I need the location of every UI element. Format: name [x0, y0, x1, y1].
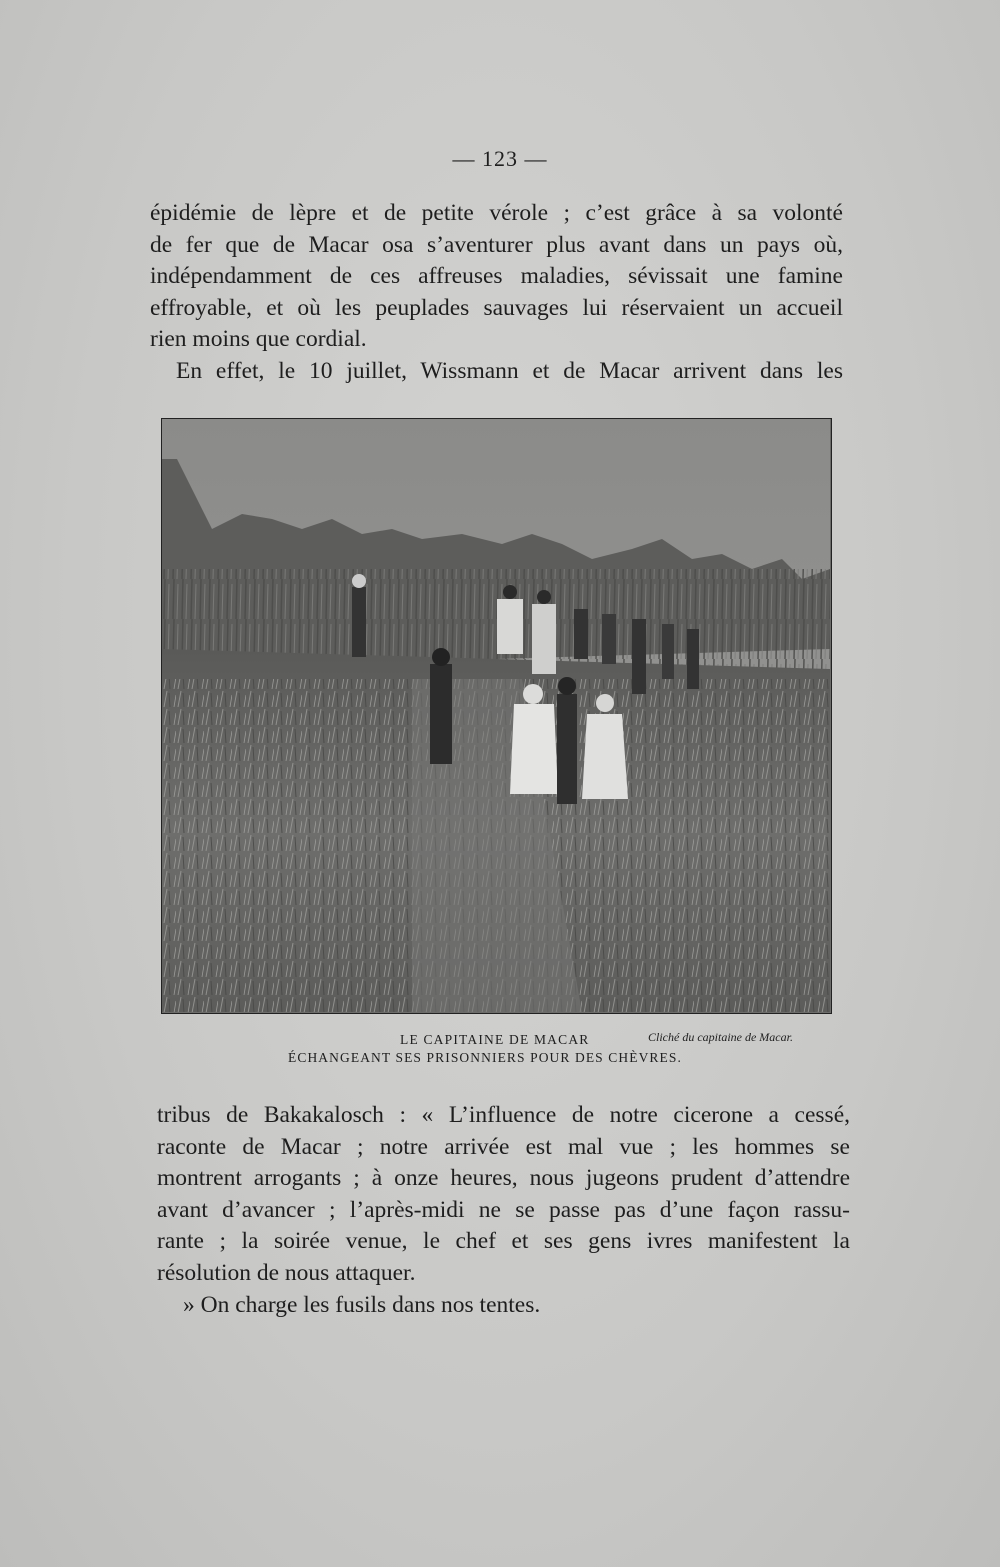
text-line: épidémie de lèpre et de petite vérole ; c’est grâce à sa volonté	[150, 200, 843, 226]
paragraph-top	[150, 198, 843, 388]
text-line: avant d’avancer ; l’après-midi ne se passe pas d’une façon rassu-	[157, 1196, 850, 1223]
text-line: rien moins que cordial.	[150, 326, 367, 353]
figure-caption-line2: ÉCHANGEANT SES PRISONNIERS POUR DES CHÈVRES.	[288, 1050, 682, 1065]
text-line: indépendamment de ces affreuses maladies, sévissait une famine	[150, 263, 843, 290]
text-line: » On charge les fusils dans nos tentes.	[183, 1291, 541, 1318]
text-line: En effet, le 10 juillet, Wissmann et de Macar arrivent dans les	[176, 357, 843, 384]
text-line: tribus de Bakakalosch : « L’influence de notre cicerone a cessé,	[157, 1102, 850, 1128]
text-line: rante ; la soirée venue, le chef et ses gens ivres manifestent la	[157, 1228, 850, 1255]
text-line: montrent arrogants ; à onze heures, nous jugeons prudent d’attendre	[157, 1165, 850, 1192]
text-line: raconte de Macar ; notre arrivée est mal vue ; les hommes se	[157, 1133, 850, 1160]
page-number: — 123 —	[452, 146, 548, 171]
text-line: résolution de nous attaquer.	[157, 1259, 416, 1286]
photograph	[161, 418, 832, 1014]
text-line: effroyable, et où les peuplades sauvages lui réservaient un accueil	[150, 294, 843, 321]
paragraph-bottom	[157, 1100, 850, 1321]
photograph-scene	[162, 419, 830, 1012]
figure-caption-line1: LE CAPITAINE DE MACAR	[400, 1032, 590, 1047]
photo-credit: Cliché du capitaine de Macar.	[648, 1030, 793, 1044]
text-line: de fer que de Macar osa s’aventurer plus avant dans un pays où,	[150, 231, 843, 258]
